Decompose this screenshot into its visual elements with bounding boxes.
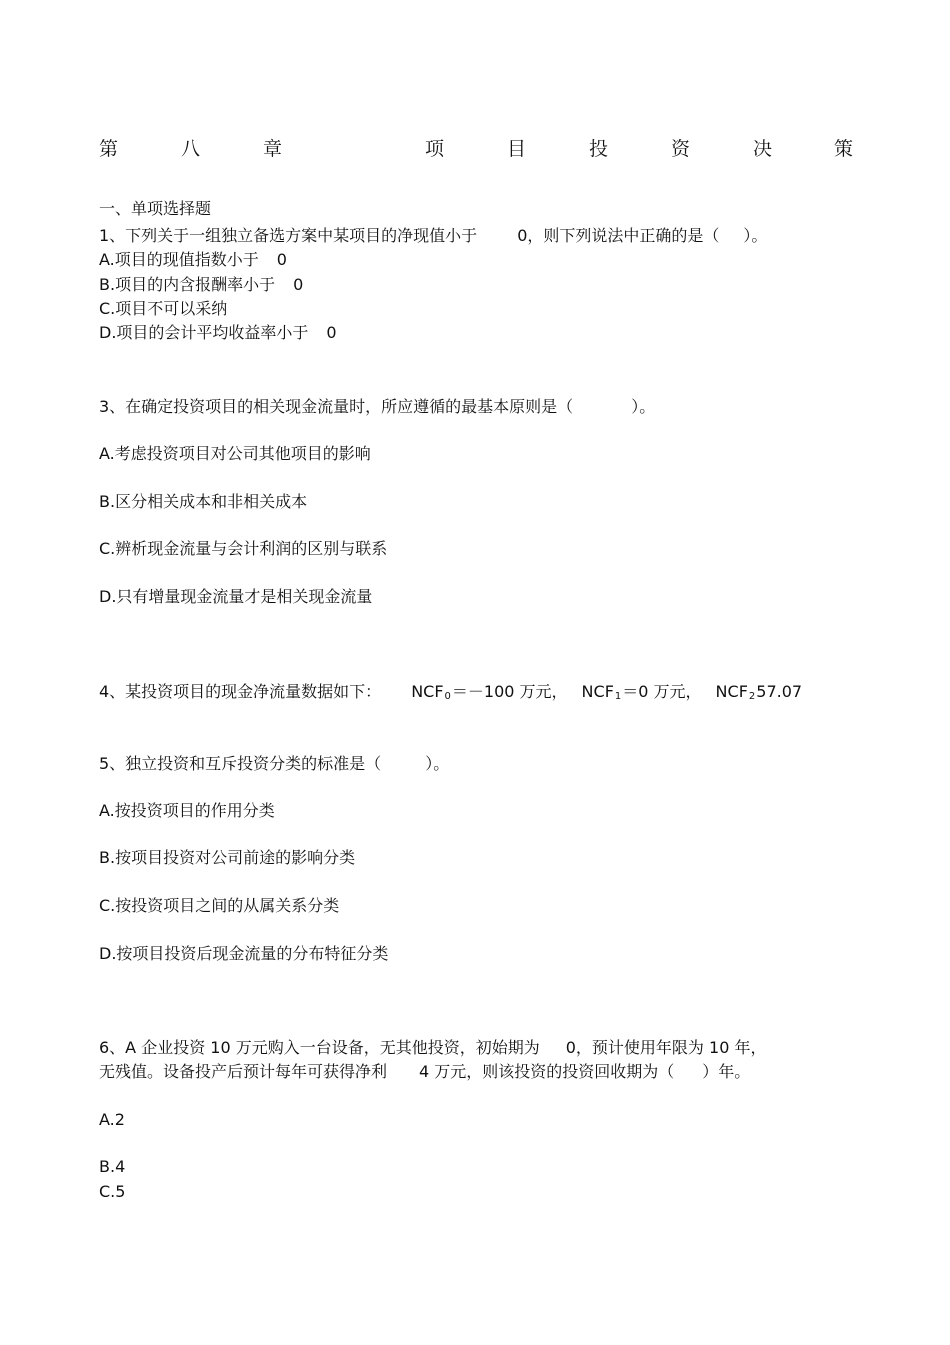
question-3-stem	[99, 396, 655, 418]
q1-option-a-value: 0	[276, 250, 287, 269]
question-6-stem-line-2	[99, 1061, 750, 1083]
q4-stem-part: 4、某投资项目的现金净流量数据如下：	[99, 682, 382, 701]
q5-stem-part: 5、独立投资和互斥投资分类的标准是（	[99, 754, 382, 773]
q1-option-d-text: D.项目的会计平均收益率小于	[99, 323, 309, 342]
q3-stem-part: ）。	[631, 397, 656, 416]
question-3-option-c: C.辨析现金流量与会计利润的区别与联系	[99, 539, 388, 558]
q1-option-b-value: 0	[293, 275, 304, 294]
question-3-option-d: D.只有增量现金流量才是相关现金流量	[99, 587, 373, 606]
question-1-option-b	[99, 274, 303, 296]
chapter-title	[99, 136, 854, 162]
question-5-option-a: A.按投资项目的作用分类	[99, 801, 275, 820]
q6-stem-part: 6、A 企业投资 10 万元购入一台设备，无其他投资，初始期为	[99, 1038, 540, 1057]
q6-stem-part: 无残值。设备投产后预计每年可获得净利	[99, 1062, 388, 1081]
question-6-option-b: B.4	[99, 1157, 126, 1176]
q5-stem-part: ）。	[425, 754, 450, 773]
question-5-stem	[99, 753, 449, 775]
q1-stem-part: ）。	[743, 226, 768, 245]
question-1-option-d	[99, 322, 337, 344]
section-heading: 一、单项选择题	[99, 199, 212, 218]
title-char: 资	[671, 138, 691, 160]
title-char: 投	[589, 138, 609, 160]
q1-stem-part: 0，则下列说法中正确的是（	[517, 226, 720, 245]
title-char: 策	[834, 138, 854, 160]
title-char: 项	[425, 138, 445, 160]
question-5-option-b: B.按项目投资对公司前途的影响分类	[99, 848, 356, 867]
title-char: 目	[507, 138, 527, 160]
q1-stem-part: 1、下列关于一组独立备选方案中某项目的净现值小于	[99, 226, 478, 245]
ncf-label: NCF	[411, 682, 444, 701]
question-5-option-d: D.按项目投资后现金流量的分布特征分类	[99, 944, 389, 963]
ncf-subscript: 1	[614, 691, 622, 702]
question-4-stem	[99, 681, 802, 703]
title-char: 八	[181, 138, 201, 160]
ncf0-value: ＝－100 万元，	[451, 682, 568, 701]
ncf-label: NCF	[715, 682, 748, 701]
ncf-label: NCF	[581, 682, 614, 701]
question-3-option-b: B.区分相关成本和非相关成本	[99, 492, 308, 511]
question-5-option-c: C.按投资项目之间的从属关系分类	[99, 896, 340, 915]
question-6-option-c: C.5	[99, 1182, 126, 1201]
q6-stem-part: 0，预计使用年限为 10 年，	[565, 1038, 767, 1057]
question-6-option-a: A.2	[99, 1110, 125, 1129]
title-char: 章	[263, 138, 283, 160]
q1-option-d-value: 0	[326, 323, 337, 342]
q6-stem-part: ）年。	[702, 1062, 751, 1081]
q3-stem-part: 3、在确定投资项目的相关现金流量时，所应遵循的最基本原则是（	[99, 397, 574, 416]
q1-option-b-text: B.项目的内含报酬率小于	[99, 275, 276, 294]
ncf2-value: 57.07	[756, 682, 803, 701]
question-3-option-a: A.考虑投资项目对公司其他项目的影响	[99, 444, 371, 463]
ncf-subscript: 0	[444, 691, 451, 702]
title-char: 第	[99, 138, 119, 160]
question-1-option-a	[99, 249, 287, 271]
question-1-stem	[99, 225, 767, 247]
question-6-stem-line-1	[99, 1037, 766, 1059]
question-1-option-c: C.项目不可以采纳	[99, 299, 228, 318]
q6-stem-part: 4 万元，则该投资的投资回收期为（	[419, 1062, 675, 1081]
title-char: 决	[753, 138, 773, 160]
q1-option-a-text: A.项目的现值指数小于	[99, 250, 259, 269]
ncf1-value: ＝0 万元，	[622, 682, 702, 701]
ncf-subscript: 2	[748, 691, 756, 702]
